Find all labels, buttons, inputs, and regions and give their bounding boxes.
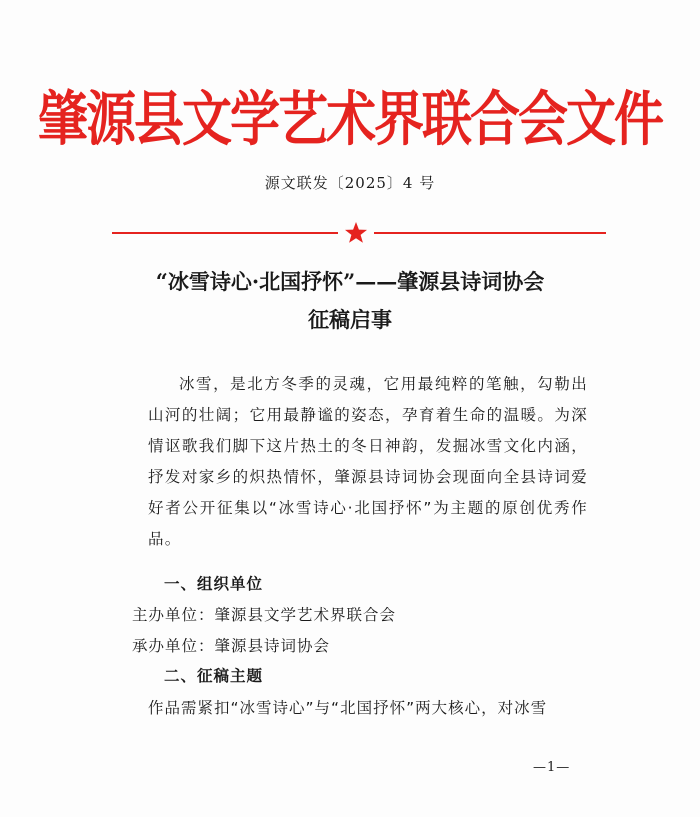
- organizer-line: 主办单位：肇源县文学艺术界联合会: [132, 606, 397, 624]
- document-number: 源文联发〔2025〕4 号: [264, 174, 436, 192]
- co-organizer-line: 承办单位：肇源县诗词协会: [132, 637, 331, 655]
- theme-line: 作品需紧扣“冰雪诗心”与“北国抒怀”两大核心，对冰雪: [148, 699, 548, 717]
- red-divider-left: [112, 232, 338, 234]
- notice-title-line1: “冰雪诗心·北国抒怀”——肇源县诗词协会: [155, 269, 545, 294]
- org-header-title: 肇源县文学艺术界联合会文件: [38, 83, 662, 154]
- page-number: —1—: [533, 760, 571, 775]
- notice-title-line2: 征稿启事: [308, 307, 392, 332]
- section-heading-theme: 二、征稿主题: [164, 667, 264, 685]
- star-icon: [344, 221, 368, 245]
- section-heading-organizers: 一、组织单位: [164, 575, 264, 593]
- red-divider-right: [374, 232, 606, 234]
- intro-paragraph: 冰雪，是北方冬季的灵魂，它用最纯粹的笔触，勾勒出山河的壮阔；它用最静谧的姿态，孕育着生命的温暖。为深情讴歌我们脚下这片热土的冬日神韵，发掘冰雪文化内涵，抒发对家乡的炽热情怀，肇源县诗词协会现面向全县诗词爱好者公开征集以“冰雪诗心·北国抒怀”为主题的原创优秀作品。: [148, 375, 588, 548]
